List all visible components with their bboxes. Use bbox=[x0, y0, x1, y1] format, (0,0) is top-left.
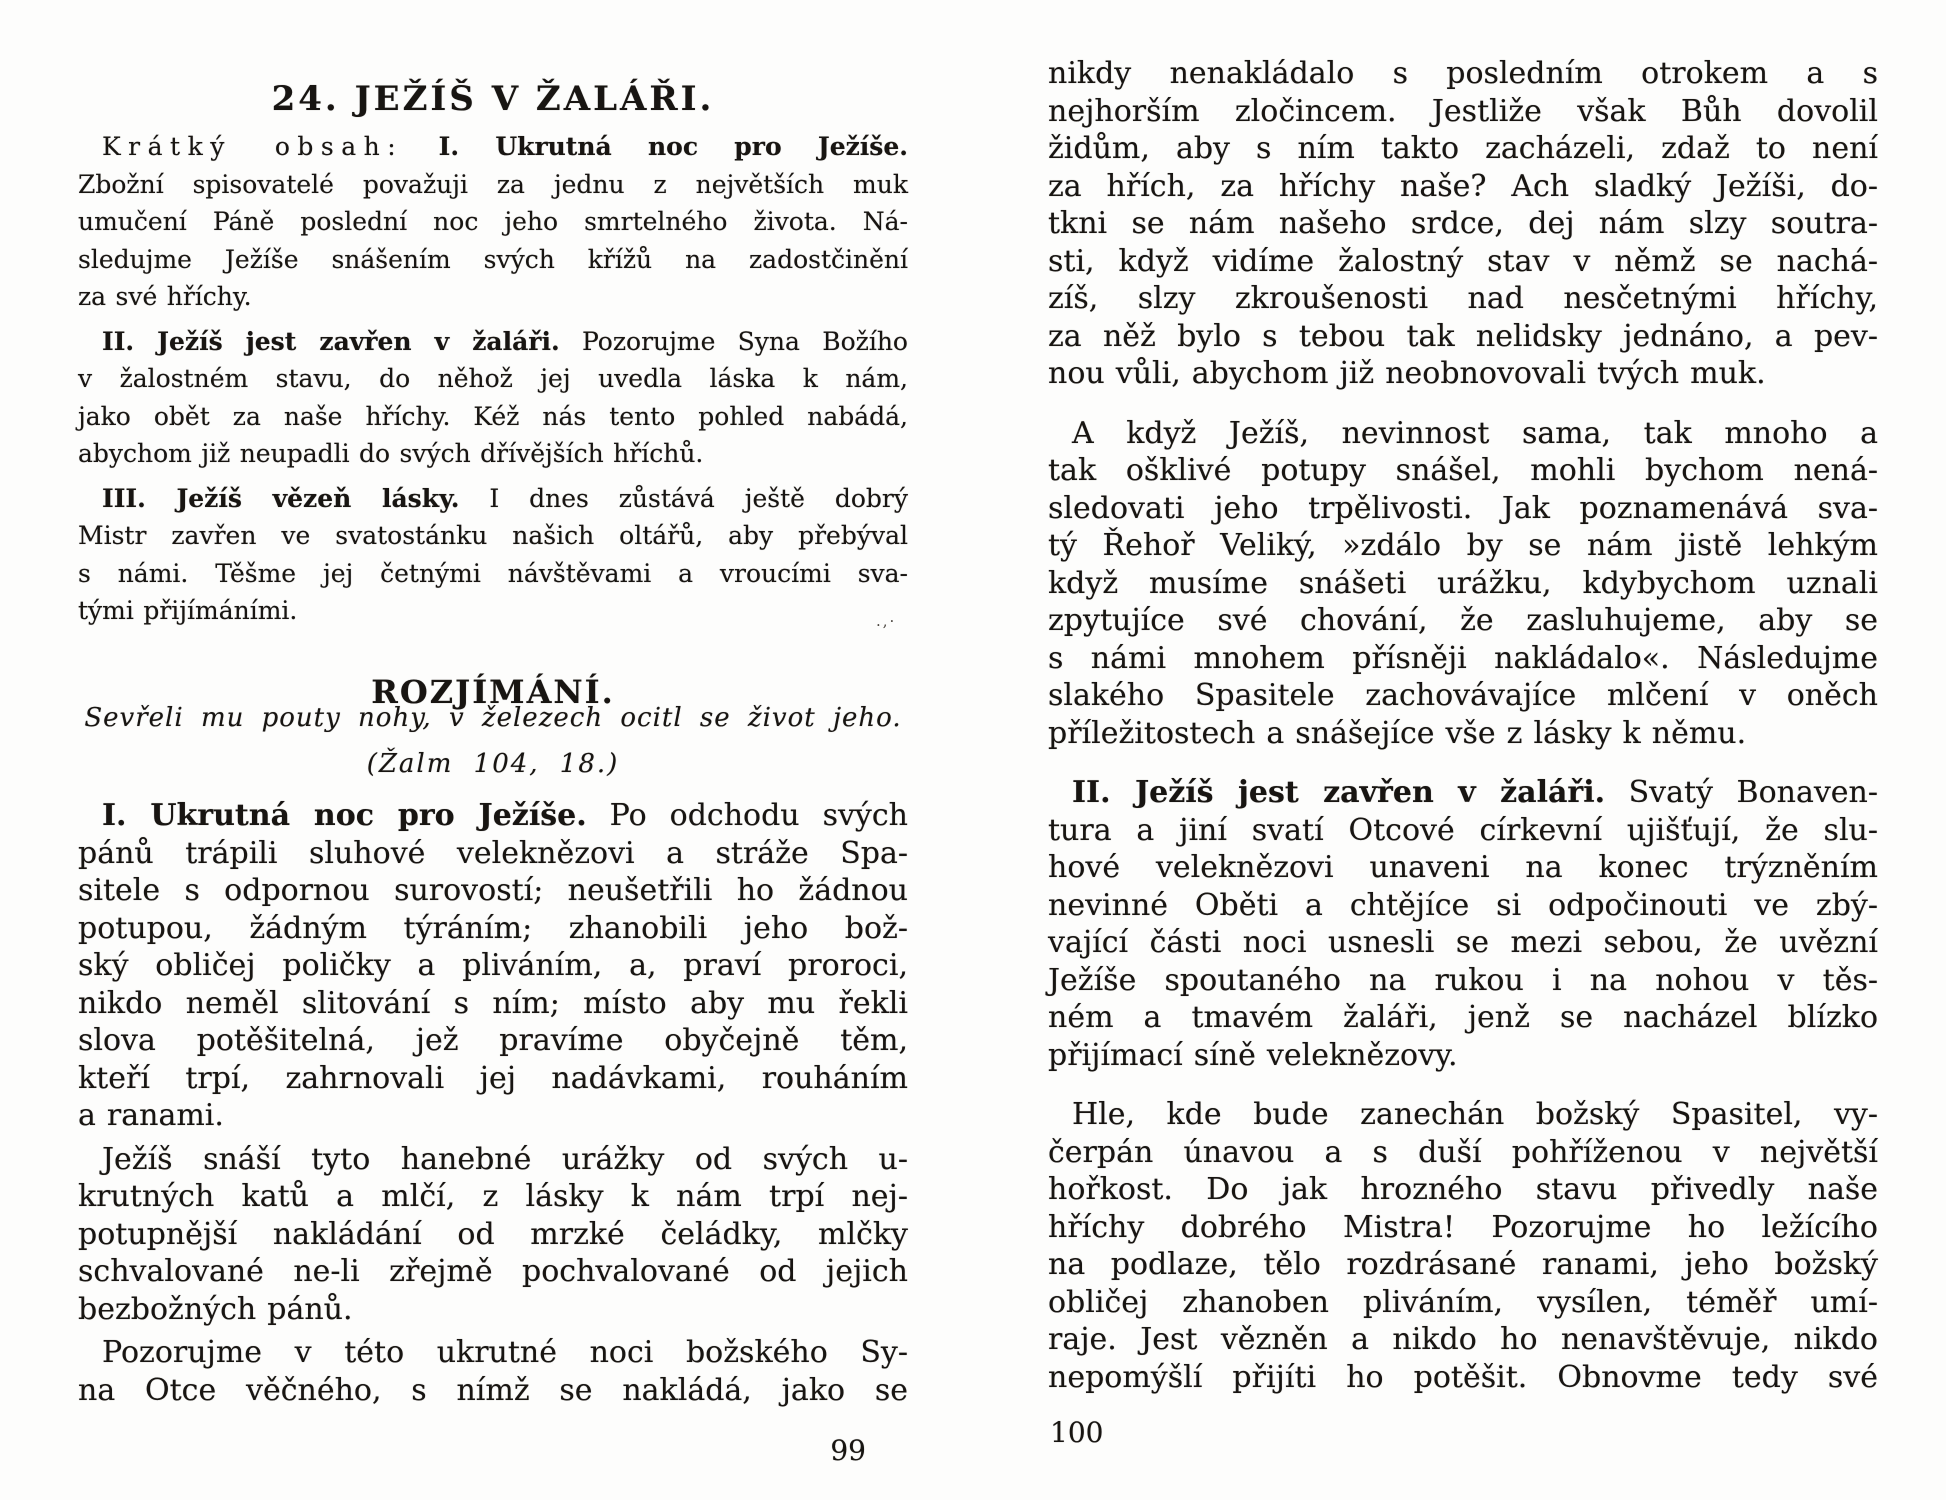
text-line: ský obličej poličky a pliváním, a, praví proroci, bbox=[78, 948, 908, 983]
paragraph bbox=[78, 797, 908, 1135]
paragraph bbox=[1048, 415, 1878, 753]
text-line: s námi. Těšme jej četnými návštěvami a vroucími sva- bbox=[78, 558, 908, 588]
text-line: obličej zhanoben pliváním, vysílen, téměř umí- bbox=[1048, 1284, 1878, 1320]
text-line: pánů trápili sluhové veleknězovi a stráže Spa- bbox=[78, 835, 908, 871]
page-right bbox=[1048, 0, 1878, 1500]
paragraph bbox=[78, 1334, 908, 1409]
text-line: a ranami. bbox=[78, 1098, 224, 1133]
text-line: zpytujíce své chování, že zasluhujeme, aby se bbox=[1048, 603, 1878, 638]
text-line: kteří trpí, zahrnovali jej nadávkami, rouháním bbox=[78, 1060, 908, 1096]
text-line: sitele s odpornou surovostí; neušetřili ho žádnou bbox=[78, 873, 908, 908]
text-line: židům, aby s ním takto zacházeli, zdaž to není bbox=[1048, 131, 1878, 166]
text-line: příležitostech a snášejíce vše z lásky k němu. bbox=[1048, 715, 1747, 751]
text-line: Mistr zavřen ve svatostánku našich oltářů, aby přebýval bbox=[78, 521, 908, 550]
text-line: za své hříchy. bbox=[78, 282, 252, 311]
text-line: nikdo neměl slitování s ním; místo aby mu řekli bbox=[78, 985, 908, 1021]
text-line: tý Řehoř Veliký, »zdálo by se nám jistě lehkým bbox=[1048, 528, 1878, 563]
text-line: I. Ukrutná noc pro Ježíše. Po odchodu svých bbox=[102, 798, 908, 833]
text-line: krutných katů a mlčí, z lásky k nám trpí nej- bbox=[78, 1179, 908, 1214]
paragraph bbox=[1048, 774, 1878, 1074]
summary-section bbox=[78, 128, 908, 630]
text-line: hové veleknězovi unaveni na konec trýzněním bbox=[1048, 850, 1878, 885]
body-text-right bbox=[1048, 55, 1878, 1396]
text-line: Ježíše spoutaného na rukou i na nohou v těs- bbox=[1048, 962, 1878, 998]
text-line: umučení Páně poslední noc jeho smrtelného života. Ná- bbox=[78, 207, 908, 236]
paragraph bbox=[78, 128, 908, 316]
text-line: Zbožní spisovatelé považuji za jednu z největších muk bbox=[78, 169, 908, 199]
text-line: nejhorším zločincem. Jestliže však Bůh dovolil bbox=[1048, 93, 1878, 129]
text-line: tura a jiní svatí Otcové církevní ujišťují, že slu- bbox=[1048, 812, 1878, 848]
ink-speck: .,· bbox=[876, 612, 897, 630]
text-line: nikdy nenakládalo s posledním otrokem a s bbox=[1048, 56, 1878, 91]
text-line: přijímací síně veleknězovy. bbox=[1048, 1037, 1458, 1073]
text-line: na podlaze, tělo rozdrásané ranami, jeho božský bbox=[1048, 1247, 1878, 1282]
page-number-left: 99 bbox=[830, 1434, 866, 1467]
text-line: za něž bylo s tebou tak nelidsky jednáno, a pev- bbox=[1048, 318, 1878, 354]
text-line: bezbožných pánů. bbox=[78, 1291, 353, 1327]
text-line: nou vůli, abychom již neobnovovali tvých muk. bbox=[1048, 356, 1766, 391]
text-line: Pozorujme v této ukrutné noci božského Sy- bbox=[102, 1335, 908, 1370]
text-line: nevinné Oběti a chtějíce si odpočinouti ve zbý- bbox=[1048, 887, 1878, 923]
text-line: III. Ježíš vězeň lásky. I dnes zůstává ještě dobrý bbox=[102, 483, 908, 513]
paragraph bbox=[1048, 55, 1878, 393]
text-line: Ježíš snáší tyto hanebné urážky od svých u- bbox=[102, 1141, 908, 1177]
body-text-left bbox=[78, 797, 908, 1409]
text-line: Hle, kde bude zanechán božský Spasitel, vy- bbox=[1072, 1097, 1878, 1132]
text-line: sledovati jeho trpělivosti. Jak poznamenává sva- bbox=[1048, 490, 1878, 526]
text-line: abychom již neupadli do svých dřívějších hříchů. bbox=[78, 439, 704, 468]
chapter-title: 24. JEŽÍŠ V ŽALÁŘI. bbox=[271, 78, 715, 119]
text-line: potupnější nakládání od mrzké čeládky, mlčky bbox=[78, 1216, 908, 1252]
text-line: nepomýšlí přijíti ho potěšit. Obnovme tedy své bbox=[1048, 1359, 1878, 1395]
text-line: II. Ježíš jest zavřen v žaláři. Svatý Bonaven- bbox=[1072, 775, 1878, 810]
text-line: schvalované ne-li zřejmě pochvalované od jejich bbox=[78, 1254, 908, 1289]
text-line: hříchy dobrého Mistra! Pozorujme ho ležícího bbox=[1048, 1209, 1878, 1245]
page-number-right: 100 bbox=[1050, 1416, 1104, 1449]
text-line: tými přijímáními. bbox=[78, 596, 298, 625]
text-line: tkni se nám našeho srdce, dej nám slzy soutra- bbox=[1048, 206, 1878, 241]
psalm-reference: (Žalm 104, 18.) bbox=[366, 749, 620, 779]
text-line: jako obět za naše hříchy. Kéž nás tento pohled nabádá, bbox=[78, 401, 908, 431]
text-line: slova potěšitelná, jež pravíme obyčejně těm, bbox=[78, 1023, 908, 1058]
text-line: ném a tmavém žaláři, jenž se nacházel blízko bbox=[1048, 1000, 1878, 1035]
paragraph bbox=[78, 480, 908, 630]
paragraph bbox=[1048, 1096, 1878, 1396]
text-line: vající části noci usnesli se mezi sebou, že uvězní bbox=[1048, 925, 1878, 960]
meditation-heading: ROZJÍMÁNÍ. bbox=[371, 672, 615, 711]
psalm-epigraph bbox=[78, 695, 908, 787]
text-line: na Otce věčného, s nímž se nakládá, jako se bbox=[78, 1372, 908, 1408]
text-line: A když Ježíš, nevinnost sama, tak mnoho a bbox=[1072, 415, 1878, 451]
text-line: za hřích, za hříchy naše? Ach sladký Ježíši, do- bbox=[1048, 168, 1878, 204]
text-line: II. Ježíš jest zavřen v žaláři. Pozorujme Syna Božího bbox=[102, 326, 908, 356]
text-line: s námi mnohem přísněji nakládalo«. Následujme bbox=[1048, 640, 1878, 676]
text-line: hořkost. Do jak hrozného stavu přivedly naše bbox=[1048, 1172, 1878, 1207]
text-line: sti, když vidíme žalostný stav v němž se nachá- bbox=[1048, 243, 1878, 279]
text-line: tak ošklivé potupy snášel, mohli bychom nená- bbox=[1048, 453, 1878, 488]
paragraph bbox=[78, 1141, 908, 1329]
paragraph bbox=[78, 323, 908, 473]
text-line: v žalostném stavu, do něhož jej uvedla láska k nám, bbox=[78, 364, 908, 393]
text-line: potupou, žádným týráním; zhanobili jeho bož- bbox=[78, 910, 908, 946]
text-line: čerpán únavou a s duší pohříženou v největší bbox=[1048, 1134, 1878, 1170]
text-line: Krátký obsah: I. Ukrutná noc pro Ježíše. bbox=[102, 132, 908, 161]
text-line: raje. Jest vězněn a nikdo ho nenavštěvuje, nikdo bbox=[1048, 1322, 1878, 1357]
text-line: když musíme snášeti urážku, kdybychom uznali bbox=[1048, 565, 1878, 601]
text-line: sledujme Ježíše snášením svých křížů na zadostčinění bbox=[78, 244, 908, 274]
psalm-verse: Sevřeli mu pouty nohy, v železech ocitl se život jeho. bbox=[84, 703, 902, 733]
page-left bbox=[78, 0, 908, 1500]
text-line: slakého Spasitele zachovávajíce mlčení v oněch bbox=[1048, 678, 1878, 713]
text-line: zíš, slzy zkroušenosti nad nesčetnými hříchy, bbox=[1048, 281, 1878, 316]
